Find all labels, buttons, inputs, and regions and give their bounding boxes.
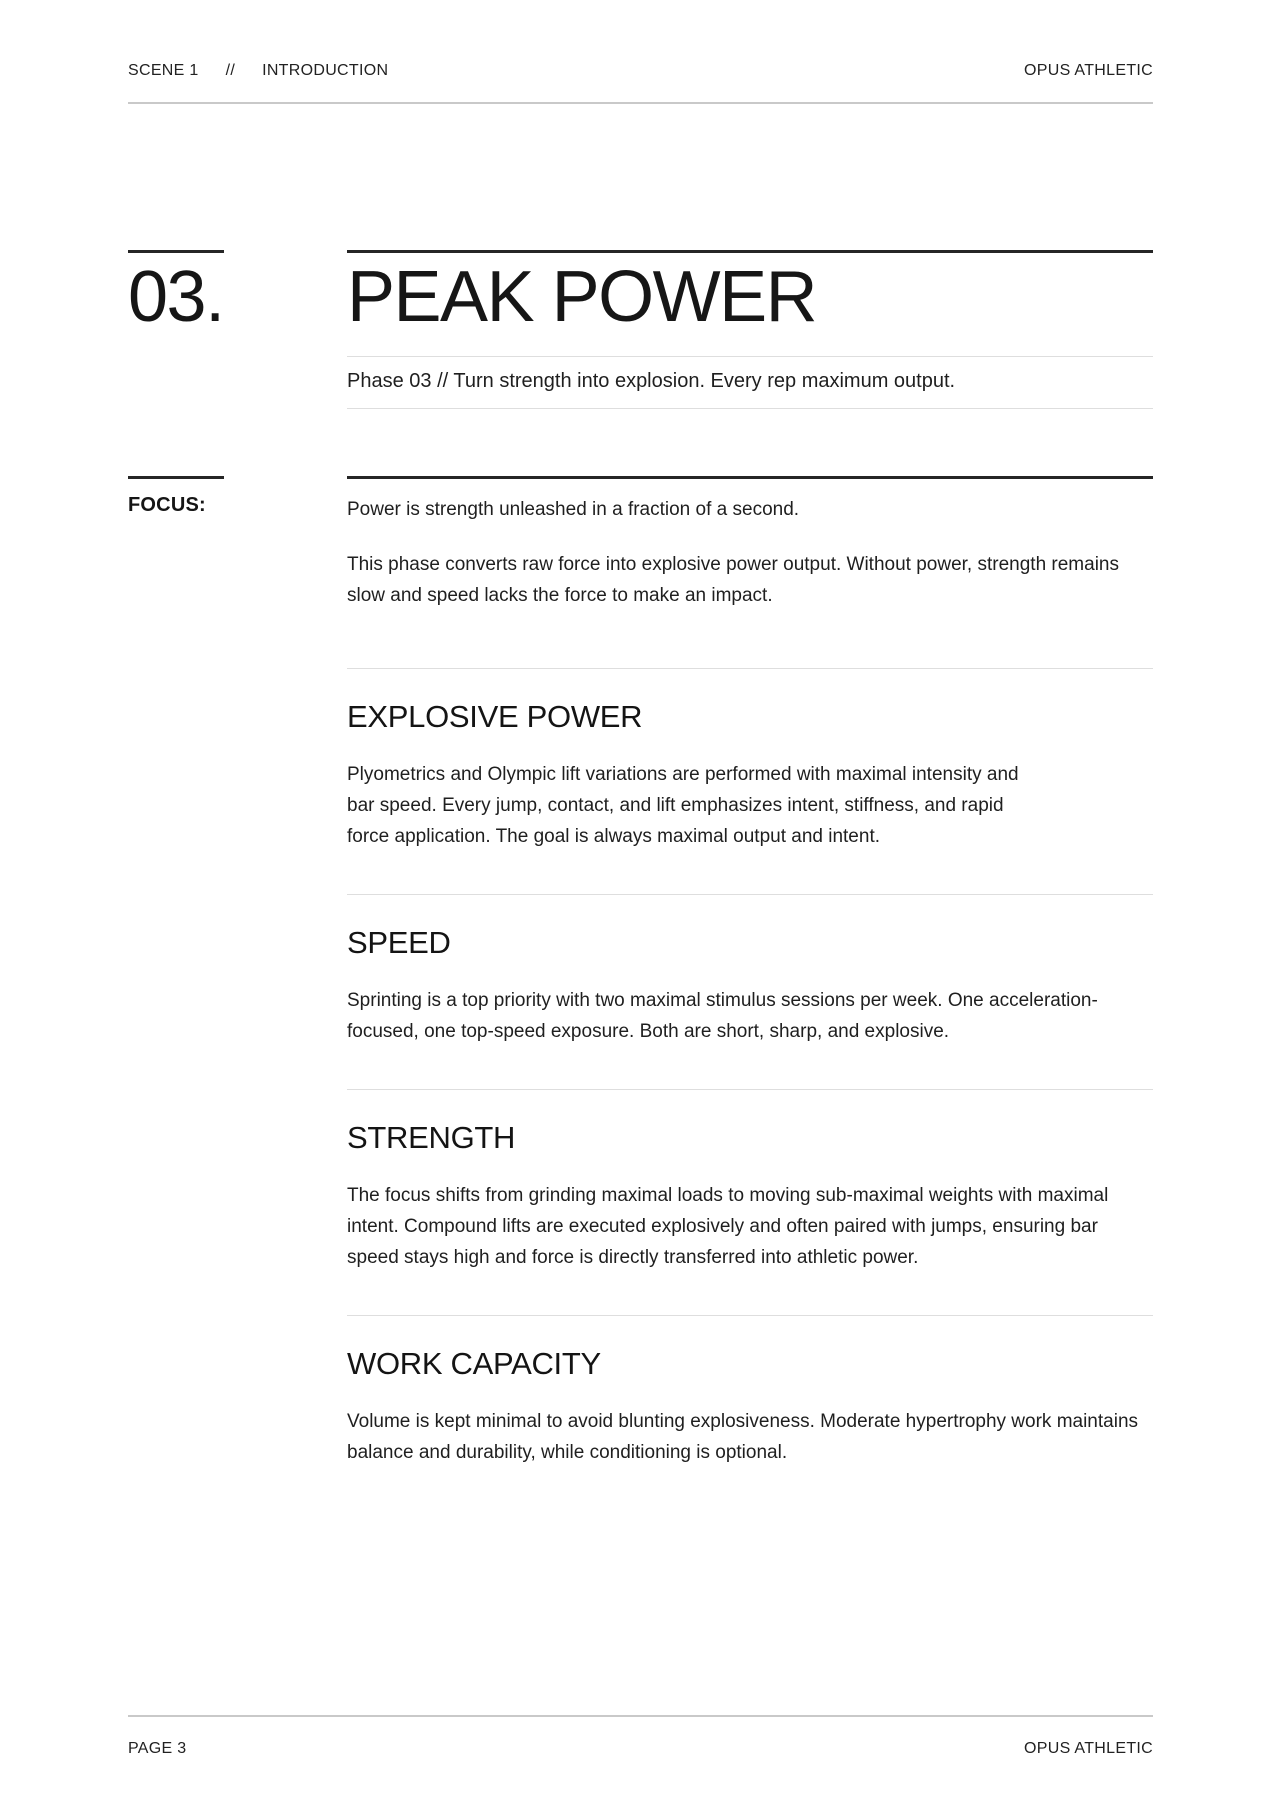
section-body: The focus shifts from grinding maximal loads to moving sub-maximal weights with maximal intent. Compound lifts are executed explosively and often paired with jumps, ensuring bar speed stays high and force is directly transferred into athletic power. (347, 1184, 1109, 1268)
section-body: Volume is kept minimal to avoid blunting explosiveness. Moderate hypertrophy work maintains balance and durability, while conditioning is optional. (347, 1410, 1139, 1463)
focus-text-column (347, 476, 1153, 611)
title-block (128, 250, 1153, 409)
section-heading: WORK CAPACITY (347, 1345, 601, 1381)
header-section-label: INTRODUCTION (262, 62, 389, 79)
page-number: PAGE 3 (128, 1740, 187, 1757)
header-separator: // (225, 62, 236, 79)
focus-text-rule (347, 476, 1153, 479)
header-breadcrumb (128, 62, 388, 80)
phase-title: PEAK POWER (347, 257, 817, 337)
focus-label-column (128, 476, 347, 611)
page-header (128, 0, 1153, 104)
header-brand: OPUS ATHLETIC (1024, 62, 1153, 79)
phase-title-rule (347, 250, 1153, 253)
section-strength (347, 1089, 1153, 1315)
section-body: Plyometrics and Olympic lift variations are performed with maximal intensity and bar speed. Every jump, contact, and lift emphasizes intent, stiffness, and rapid force application. The goal is always maximal output and intent. (347, 763, 1019, 847)
phase-subtitle: Phase 03 // Turn strength into explosion. Every rep maximum output. (347, 356, 1153, 409)
focus-lead: Power is strength unleashed in a fraction of a second. (347, 498, 800, 520)
phase-number-column (128, 250, 347, 409)
phase-number-rule (128, 250, 224, 253)
section-heading: SPEED (347, 924, 451, 960)
focus-description: This phase converts raw force into explosive power output. Without power, strength remains slow and speed lacks the force to make an impact. (347, 553, 1119, 606)
phase-title-column (347, 250, 1153, 409)
footer-brand: OPUS ATHLETIC (1024, 1740, 1153, 1757)
focus-label-rule (128, 476, 224, 479)
section-heading: EXPLOSIVE POWER (347, 698, 643, 734)
focus-label: FOCUS: (128, 493, 206, 516)
section-speed (347, 894, 1153, 1089)
section-explosive-power (347, 668, 1153, 894)
section-work-capacity (347, 1315, 1153, 1510)
focus-block (128, 476, 1153, 611)
phase-number: 03. (128, 257, 224, 337)
page-footer (128, 1715, 1153, 1816)
section-heading: STRENGTH (347, 1119, 516, 1155)
section-list (347, 668, 1153, 1510)
section-body: Sprinting is a top priority with two maximal stimulus sessions per week. One acceleration-focused, one top-speed exposure. Both are short, sharp, and explosive. (347, 989, 1098, 1042)
header-scene-label: SCENE 1 (128, 62, 199, 79)
